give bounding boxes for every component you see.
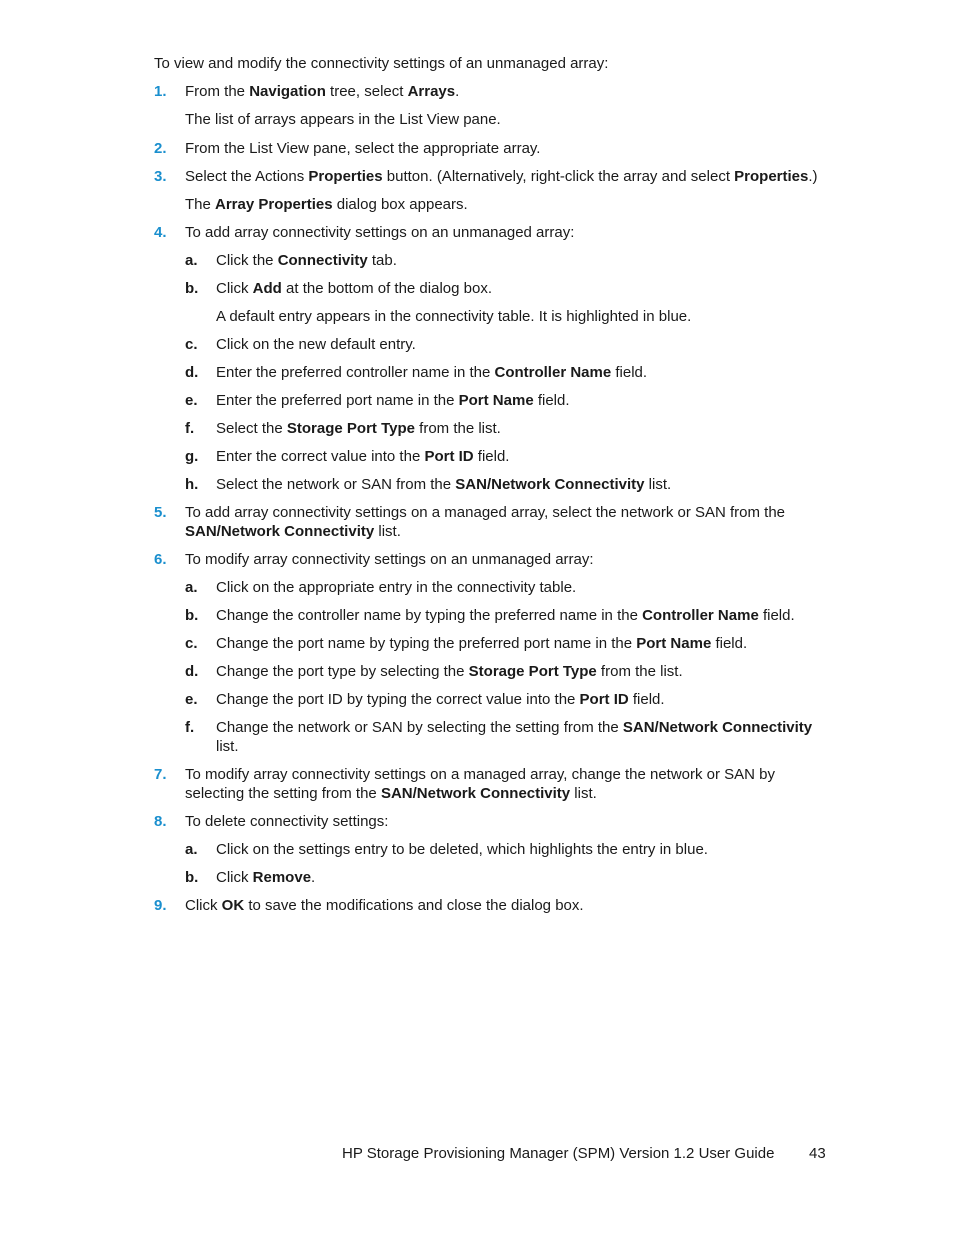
step-4b-note: A default entry appears in the connectivity table. It is highlighted in blue.: [216, 308, 692, 325]
step-7-number: 7.: [154, 766, 167, 783]
page-number: 43: [809, 1145, 826, 1162]
step-4c-letter: c.: [185, 336, 198, 353]
step-4e-letter: e.: [185, 392, 198, 409]
footer-title: HP Storage Provisioning Manager (SPM) Version 1.2 User Guide: [342, 1145, 775, 1162]
step-3-note: The Array Properties dialog box appears.: [185, 196, 468, 213]
step-7-text-line2: selecting the setting from the SAN/Network Connectivity list.: [185, 785, 597, 802]
step-5-text-line1: To add array connectivity settings on a managed array, select the network or SAN from the: [185, 504, 786, 521]
step-7-text-line1: To modify array connectivity settings on a managed array, change the network or SAN by: [185, 766, 776, 783]
step-6-text: To modify array connectivity settings on an unmanaged array:: [185, 551, 594, 568]
step-6b-text: Change the controller name by typing the preferred name in the Controller Name field.: [216, 607, 795, 624]
step-4d-text: Enter the preferred controller name in the Controller Name field.: [216, 364, 648, 381]
step-4f-letter: f.: [185, 420, 195, 437]
step-6f-text-line2: list.: [216, 738, 239, 755]
step-8-text: To delete connectivity settings:: [185, 813, 389, 830]
step-6d-text: Change the port type by selecting the Storage Port Type from the list.: [216, 663, 683, 680]
step-4f-text: Select the Storage Port Type from the list.: [216, 420, 501, 437]
step-1-number: 1.: [154, 83, 167, 100]
step-6c-letter: c.: [185, 635, 198, 652]
step-6f-text-line1: Change the network or SAN by selecting the setting from the SAN/Network Connectivity: [216, 719, 813, 736]
step-6b-letter: b.: [185, 607, 199, 624]
step-4c-text: Click on the new default entry.: [216, 336, 416, 353]
intro-text: To view and modify the connectivity settings of an unmanaged array:: [154, 55, 609, 72]
step-6a-text: Click on the appropriate entry in the connectivity table.: [216, 579, 577, 596]
step-4e-text: Enter the preferred port name in the Port Name field.: [216, 392, 570, 409]
step-4a-letter: a.: [185, 252, 198, 269]
step-6e-letter: e.: [185, 691, 198, 708]
step-9-number: 9.: [154, 897, 167, 914]
step-2-text: From the List View pane, select the appropriate array.: [185, 140, 541, 157]
step-8a-letter: a.: [185, 841, 198, 858]
step-4-number: 4.: [154, 224, 167, 241]
step-6-number: 6.: [154, 551, 167, 568]
step-4b-text: Click Add at the bottom of the dialog box.: [216, 280, 492, 297]
step-4a-text: Click the Connectivity tab.: [216, 252, 397, 269]
step-8a-text: Click on the settings entry to be deleted, which highlights the entry in blue.: [216, 841, 708, 858]
step-6e-text: Change the port ID by typing the correct value into the Port ID field.: [216, 691, 665, 708]
step-9-text: Click OK to save the modifications and close the dialog box.: [185, 897, 584, 914]
step-4g-text: Enter the correct value into the Port ID field.: [216, 448, 510, 465]
step-2-number: 2.: [154, 140, 167, 157]
step-8b-letter: b.: [185, 869, 199, 886]
step-6d-letter: d.: [185, 663, 199, 680]
step-5-number: 5.: [154, 504, 167, 521]
step-4h-letter: h.: [185, 476, 199, 493]
step-3-text: Select the Actions Properties button. (Alternatively, right-click the array and select Properties.): [185, 168, 818, 185]
step-4-text: To add array connectivity settings on an unmanaged array:: [185, 224, 575, 241]
step-8b-text: Click Remove.: [216, 869, 316, 886]
step-6a-letter: a.: [185, 579, 198, 596]
step-8-number: 8.: [154, 813, 167, 830]
step-1-text: From the Navigation tree, select Arrays.: [185, 83, 460, 100]
step-4b-letter: b.: [185, 280, 199, 297]
step-4h-text: Select the network or SAN from the SAN/Network Connectivity list.: [216, 476, 672, 493]
step-4d-letter: d.: [185, 364, 199, 381]
step-4g-letter: g.: [185, 448, 199, 465]
step-1-note: The list of arrays appears in the List View pane.: [185, 111, 501, 128]
step-6c-text: Change the port name by typing the preferred port name in the Port Name field.: [216, 635, 748, 652]
step-6f-letter: f.: [185, 719, 195, 736]
step-5-text-line2: SAN/Network Connectivity list.: [185, 523, 401, 540]
step-3-number: 3.: [154, 168, 167, 185]
